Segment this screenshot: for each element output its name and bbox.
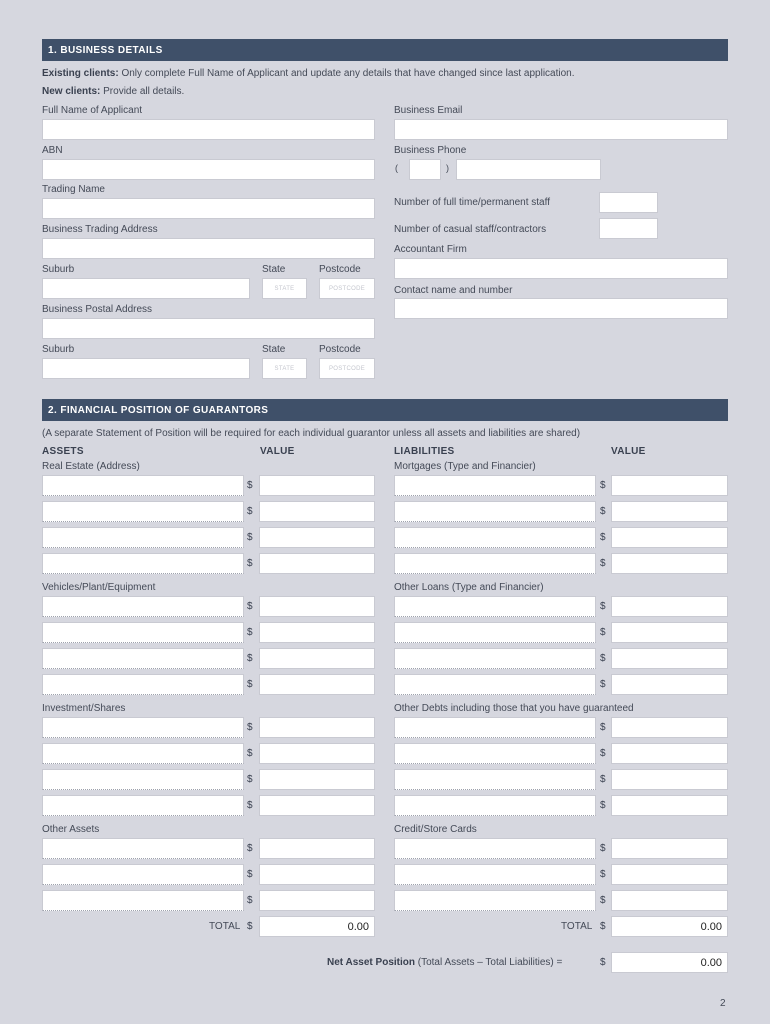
investment-currency: $	[247, 800, 253, 811]
real-estate-currency: $	[247, 558, 253, 569]
trading-suburb-input[interactable]	[42, 278, 250, 299]
vehicle-description-input[interactable]	[42, 622, 244, 643]
real-estate-value-input[interactable]	[259, 475, 375, 496]
net-asset-value: 0.00	[611, 952, 728, 973]
credit-card-currency: $	[600, 869, 606, 880]
other-asset-currency: $	[247, 869, 253, 880]
new-clients-note	[42, 86, 184, 97]
credit-card-currency: $	[600, 843, 606, 854]
mortgage-description-input[interactable]	[394, 475, 596, 496]
assets-value-heading: VALUE	[260, 446, 295, 457]
vehicle-value-input[interactable]	[259, 596, 375, 617]
existing-clients-label: Existing clients:	[42, 68, 119, 79]
trading-state-input[interactable]: STATE	[262, 278, 307, 299]
investment-currency: $	[247, 748, 253, 759]
investment-description-input[interactable]	[42, 795, 244, 816]
credit-card-description-input[interactable]	[394, 864, 596, 885]
trading-postcode-label: Postcode	[319, 264, 361, 275]
other-asset-currency: $	[247, 843, 253, 854]
postal-address-input[interactable]	[42, 318, 375, 339]
vehicle-description-input[interactable]	[42, 674, 244, 695]
casual-staff-label: Number of casual staff/contractors	[394, 224, 547, 235]
contact-name-label: Contact name and number	[394, 285, 513, 296]
postal-postcode-label: Postcode	[319, 344, 361, 355]
other-loan-value-input[interactable]	[611, 622, 728, 643]
credit-card-currency: $	[600, 895, 606, 906]
other-assets-label: Other Assets	[42, 824, 100, 835]
full-name-label: Full Name of Applicant	[42, 105, 143, 116]
full-time-staff-label: Number of full time/permanent staff	[394, 197, 550, 208]
investment-description-input[interactable]	[42, 743, 244, 764]
assets-total-label: TOTAL	[209, 921, 241, 932]
mortgage-currency: $	[600, 506, 606, 517]
other-loan-description-input[interactable]	[394, 596, 596, 617]
other-debt-value-input[interactable]	[611, 795, 728, 816]
other-debt-description-input[interactable]	[394, 743, 596, 764]
other-asset-value-input[interactable]	[259, 838, 375, 859]
phone-area-code-input[interactable]	[409, 159, 441, 180]
other-asset-description-input[interactable]	[42, 864, 244, 885]
investment-value-input[interactable]	[259, 743, 375, 764]
other-asset-value-input[interactable]	[259, 864, 375, 885]
mortgage-value-input[interactable]	[611, 553, 728, 574]
credit-card-value-input[interactable]	[611, 864, 728, 885]
vehicle-description-input[interactable]	[42, 648, 244, 669]
mortgage-currency: $	[600, 480, 606, 491]
mortgage-value-input[interactable]	[611, 501, 728, 522]
vehicle-value-input[interactable]	[259, 622, 375, 643]
other-loan-description-input[interactable]	[394, 648, 596, 669]
vehicle-currency: $	[247, 627, 253, 638]
net-asset-currency: $	[600, 957, 606, 968]
net-asset-position-note	[327, 957, 562, 968]
real-estate-description-input[interactable]	[42, 553, 244, 574]
real-estate-currency: $	[247, 506, 253, 517]
other-loan-description-input[interactable]	[394, 674, 596, 695]
section-business-details-header: 1. BUSINESS DETAILS	[42, 39, 728, 61]
other-loans-label: Other Loans (Type and Financier)	[394, 582, 544, 593]
other-loan-currency: $	[600, 627, 606, 638]
investment-value-input[interactable]	[259, 717, 375, 738]
phone-paren-open: (	[395, 163, 398, 173]
business-phone-label: Business Phone	[394, 145, 467, 156]
vehicle-value-input[interactable]	[259, 648, 375, 669]
investment-description-input[interactable]	[42, 769, 244, 790]
assets-total-currency: $	[247, 921, 253, 932]
trading-name-label: Trading Name	[42, 184, 105, 195]
postal-state-label: State	[262, 344, 286, 355]
trading-address-label: Business Trading Address	[42, 224, 158, 235]
real-estate-description-input[interactable]	[42, 527, 244, 548]
postal-suburb-label: Suburb	[42, 344, 75, 355]
real-estate-value-input[interactable]	[259, 527, 375, 548]
investment-currency: $	[247, 722, 253, 733]
liabilities-heading: LIABILITIES	[394, 446, 455, 457]
liabilities-value-heading: VALUE	[611, 446, 646, 457]
vehicles-label: Vehicles/Plant/Equipment	[42, 582, 156, 593]
credit-cards-label: Credit/Store Cards	[394, 824, 477, 835]
business-email-label: Business Email	[394, 105, 463, 116]
postal-postcode-input[interactable]: POSTCODE	[319, 358, 375, 379]
credit-card-description-input[interactable]	[394, 838, 596, 859]
mortgage-value-input[interactable]	[611, 475, 728, 496]
mortgage-value-input[interactable]	[611, 527, 728, 548]
mortgage-description-input[interactable]	[394, 501, 596, 522]
vehicle-description-input[interactable]	[42, 596, 244, 617]
postal-suburb-input[interactable]	[42, 358, 250, 379]
accountant-firm-label: Accountant Firm	[394, 244, 467, 255]
other-loan-description-input[interactable]	[394, 622, 596, 643]
net-asset-position-formula: (Total Assets – Total Liabilities) =	[414, 957, 563, 968]
other-debt-value-input[interactable]	[611, 769, 728, 790]
other-debt-currency: $	[600, 800, 606, 811]
abn-input[interactable]	[42, 159, 375, 180]
credit-card-value-input[interactable]	[611, 838, 728, 859]
other-asset-description-input[interactable]	[42, 838, 244, 859]
real-estate-currency: $	[247, 480, 253, 491]
investment-value-input[interactable]	[259, 769, 375, 790]
mortgage-currency: $	[600, 558, 606, 569]
other-debt-currency: $	[600, 722, 606, 733]
other-debt-currency: $	[600, 748, 606, 759]
liabilities-total-label: TOTAL	[561, 921, 593, 932]
phone-number-input[interactable]	[456, 159, 601, 180]
casual-staff-input[interactable]	[599, 218, 658, 239]
contact-name-input[interactable]	[394, 298, 728, 319]
trading-name-input[interactable]	[42, 198, 375, 219]
real-estate-description-input[interactable]	[42, 501, 244, 522]
section-financial-position-header: 2. FINANCIAL POSITION OF GUARANTORS	[42, 399, 728, 421]
real-estate-value-input[interactable]	[259, 501, 375, 522]
postal-state-input[interactable]: STATE	[262, 358, 307, 379]
investment-currency: $	[247, 774, 253, 785]
other-debt-description-input[interactable]	[394, 795, 596, 816]
other-loan-currency: $	[600, 679, 606, 690]
business-email-input[interactable]	[394, 119, 728, 140]
other-loan-value-input[interactable]	[611, 674, 728, 695]
trading-address-input[interactable]	[42, 238, 375, 259]
vehicle-value-input[interactable]	[259, 674, 375, 695]
phone-paren-close: )	[446, 163, 449, 173]
real-estate-description-input[interactable]	[42, 475, 244, 496]
assets-heading: ASSETS	[42, 446, 84, 457]
mortgage-currency: $	[600, 532, 606, 543]
assets-total-value: 0.00	[259, 916, 375, 937]
other-loan-value-input[interactable]	[611, 648, 728, 669]
mortgages-label: Mortgages (Type and Financier)	[394, 461, 536, 472]
liabilities-total-currency: $	[600, 921, 606, 932]
postal-address-label: Business Postal Address	[42, 304, 153, 315]
accountant-firm-input[interactable]	[394, 258, 728, 279]
other-loan-currency: $	[600, 653, 606, 664]
existing-clients-note	[42, 68, 575, 79]
investments-label: Investment/Shares	[42, 703, 126, 714]
vehicle-currency: $	[247, 601, 253, 612]
trading-state-label: State	[262, 264, 286, 275]
other-debts-label: Other Debts including those that you have guaranteed	[394, 703, 634, 714]
separate-statement-note: (A separate Statement of Position will be required for each individual guarantor unless all assets and liabilities are shared)	[42, 428, 581, 439]
vehicle-currency: $	[247, 653, 253, 664]
full-time-staff-input[interactable]	[599, 192, 658, 213]
vehicle-currency: $	[247, 679, 253, 690]
existing-clients-text: Only complete Full Name of Applicant and update any details that have changed since last application.	[118, 68, 575, 79]
full-name-input[interactable]	[42, 119, 375, 140]
real-estate-value-input[interactable]	[259, 553, 375, 574]
other-debt-currency: $	[600, 774, 606, 785]
liabilities-total-value: 0.00	[611, 916, 728, 937]
investment-description-input[interactable]	[42, 717, 244, 738]
credit-card-value-input[interactable]	[611, 890, 728, 911]
real-estate-label: Real Estate (Address)	[42, 461, 140, 472]
investment-value-input[interactable]	[259, 795, 375, 816]
other-loan-currency: $	[600, 601, 606, 612]
page-number: 2	[720, 998, 726, 1009]
other-asset-currency: $	[247, 895, 253, 906]
other-debt-value-input[interactable]	[611, 717, 728, 738]
mortgage-description-input[interactable]	[394, 527, 596, 548]
new-clients-label: New clients:	[42, 86, 101, 97]
trading-suburb-label: Suburb	[42, 264, 75, 275]
other-loan-value-input[interactable]	[611, 596, 728, 617]
other-debt-description-input[interactable]	[394, 769, 596, 790]
abn-label: ABN	[42, 145, 63, 156]
other-debt-description-input[interactable]	[394, 717, 596, 738]
net-asset-position-label: Net Asset Position	[327, 957, 415, 968]
credit-card-description-input[interactable]	[394, 890, 596, 911]
other-asset-description-input[interactable]	[42, 890, 244, 911]
mortgage-description-input[interactable]	[394, 553, 596, 574]
other-asset-value-input[interactable]	[259, 890, 375, 911]
new-clients-text: Provide all details.	[100, 86, 185, 97]
other-debt-value-input[interactable]	[611, 743, 728, 764]
trading-postcode-input[interactable]: POSTCODE	[319, 278, 375, 299]
real-estate-currency: $	[247, 532, 253, 543]
